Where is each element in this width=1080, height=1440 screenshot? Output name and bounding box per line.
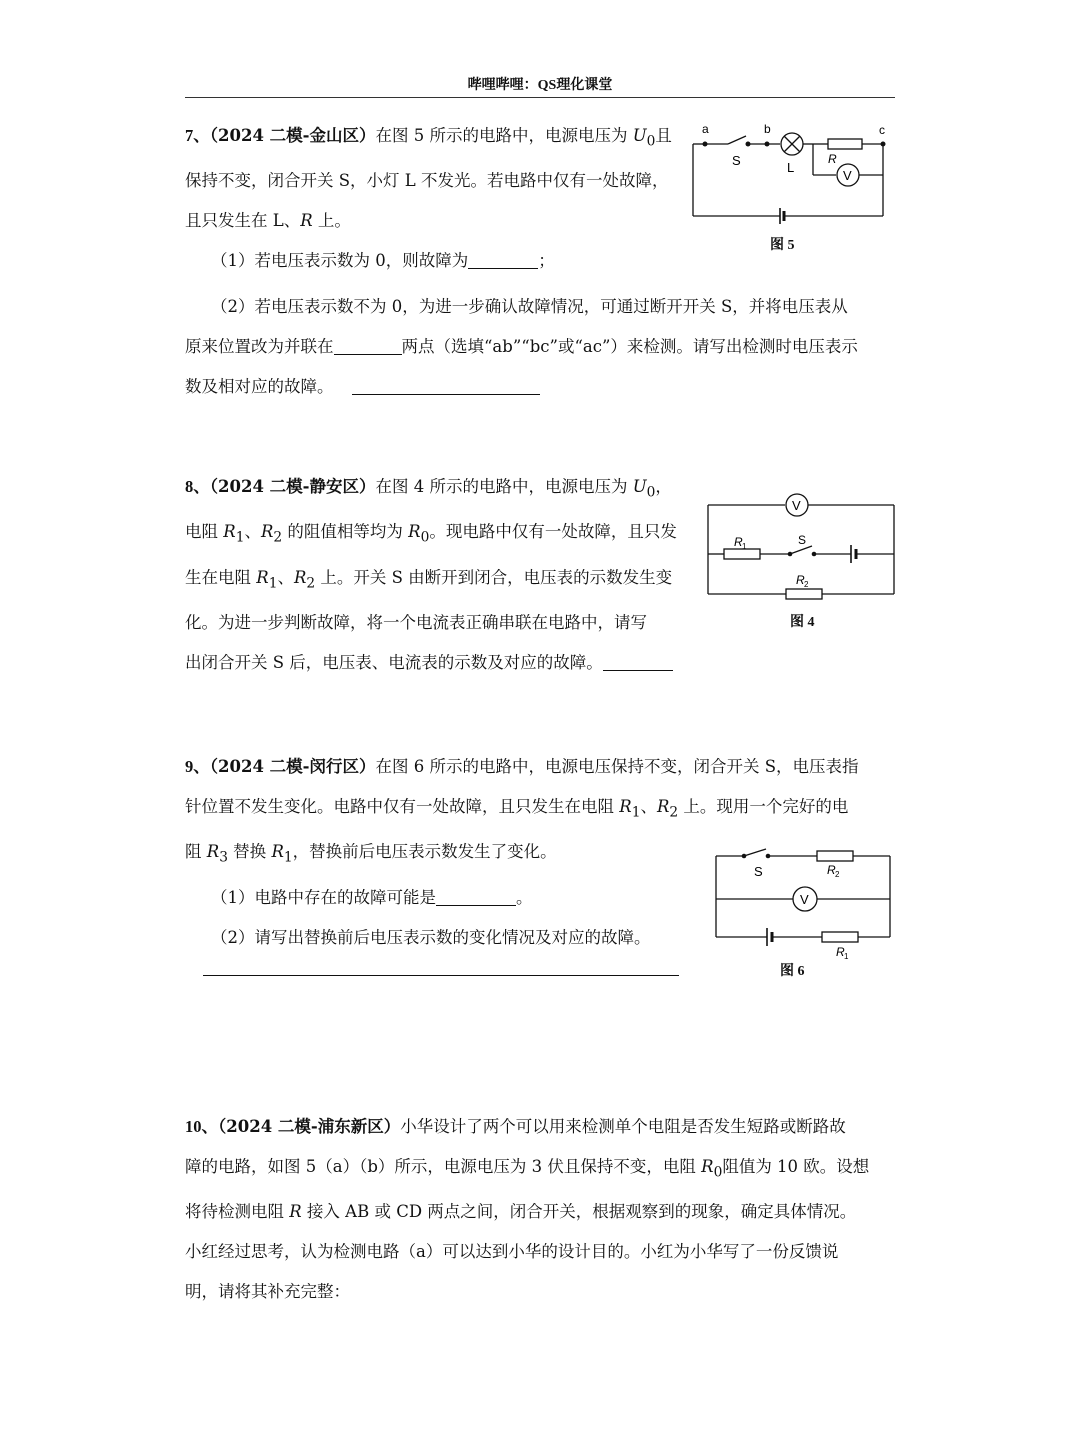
q9-number: 9、: [185, 757, 210, 776]
q9-text: 阻: [185, 842, 207, 862]
q7-part-2-line-2: [185, 327, 905, 367]
q8-line-3: [185, 558, 705, 603]
q10-text: 将待检测电阻: [185, 1202, 290, 1222]
q8-text: 电阻: [185, 522, 224, 542]
figure-5-circuit: [688, 122, 898, 226]
figure-5-caption: 图 5: [770, 238, 795, 253]
q9-text: 上。现用一个完好的电: [678, 797, 849, 816]
fig6-label-r-sub2: 2: [835, 870, 840, 879]
figure-6-caption: 图 6: [780, 964, 805, 979]
q9-text: ，替换前后电压表示数发生了变化。: [292, 842, 557, 862]
q10-text: 障的电路，如图 5（a）（b）所示，电源电压为 3 伏且保持不变，电阻: [185, 1157, 702, 1176]
q9-source: （2024 二模-闵行区）: [209, 757, 376, 776]
q8-var-r: R: [256, 567, 269, 587]
figure-4-caption: 图 4: [790, 615, 815, 630]
q8-sub: 0: [646, 484, 656, 501]
q8-var-u: U: [632, 477, 647, 496]
figure-6-svg: [712, 846, 897, 961]
q7-text: 两点（选填“ab”“bc”或“ac”）来检测。请写出检测时电压表示: [401, 337, 858, 357]
q7-number: 7、: [185, 126, 210, 145]
q7-part-1: [185, 241, 905, 281]
fig6-voltmeter-v: V: [800, 892, 809, 907]
q10-number: 10、: [185, 1117, 218, 1136]
q8-text: 的阻值相等均为: [282, 522, 409, 542]
q9-text: 针位置不发生变化。电路中仅有一处故障，且只发生在电阻: [185, 797, 620, 816]
q8-number: 8、: [185, 477, 210, 496]
q8-sub: 1: [268, 574, 278, 591]
q7-text: 在图 5 所示的电路中，电源电压为: [375, 126, 633, 145]
q8-var-r: R: [223, 522, 236, 542]
q7-answer-blank-3[interactable]: [352, 376, 540, 395]
q8-sub: 2: [306, 574, 316, 591]
q10-source: （2024 二模-浦东新区）: [218, 1117, 401, 1136]
q9-var-r: R: [619, 797, 632, 816]
fig4-label-r-sub2: 2: [804, 580, 809, 589]
q10-text: 小华设计了两个可以用来检测单个电阻是否发生短路或断路故: [400, 1117, 846, 1136]
figure-4-circuit: [706, 490, 896, 604]
q10-var-r: R: [289, 1202, 302, 1222]
q8-text: 在图 4 所示的电路中，电源电压为: [375, 477, 633, 496]
question-8: [185, 467, 705, 683]
q8-line-1: [185, 467, 705, 512]
q10-var-r: R: [701, 1157, 714, 1176]
fig5-label-l: L: [787, 160, 795, 175]
q8-line-2: [185, 512, 705, 557]
fig5-label-b: b: [764, 122, 771, 136]
q9-part-2: （2）请写出替换前后电压表示数的变化情况及对应的故障。: [211, 927, 651, 947]
q7-var-u: U: [632, 126, 647, 145]
q7-part-2-line-3: [185, 367, 905, 407]
page-header: 哔哩哔哩：QS理化课堂: [467, 78, 613, 93]
fig5-label-a: a: [702, 122, 709, 136]
q8-text: 出闭合开关 S 后，电压表、电流表的示数及对应的故障。: [185, 652, 603, 672]
q9-text: 替换: [227, 842, 272, 862]
q8-text: ，: [655, 477, 672, 496]
q10-line-2: [185, 1147, 905, 1192]
header-divider: [185, 97, 895, 98]
figure-4-svg: [706, 490, 896, 600]
q9-sub: 1: [283, 849, 293, 866]
question-10: [185, 1107, 905, 1312]
q9-line-1: [185, 747, 905, 787]
q8-text: 、: [244, 522, 261, 542]
fig5-label-r: R: [828, 152, 837, 166]
q7-text: 且: [655, 126, 672, 145]
q8-text: 、: [277, 567, 294, 587]
q9-text: 、: [640, 797, 657, 816]
q8-sub: 2: [273, 529, 283, 546]
fig5-label-s: S: [732, 153, 741, 168]
q7-line-2: 保持不变，闭合开关 S，小灯 L 不发光。若电路中仅有一处故障，: [185, 171, 669, 191]
q7-answer-blank-1[interactable]: [468, 250, 538, 269]
q8-answer-blank[interactable]: [603, 652, 673, 671]
q7-text: 原来位置改为并联在: [185, 337, 334, 357]
fig6-label-r-sub1: 1: [844, 952, 849, 961]
fig5-label-c: c: [879, 123, 885, 137]
fig4-voltmeter-v: V: [792, 498, 801, 513]
figure-5-svg: [688, 122, 898, 222]
q8-source: （2024 二模-静安区）: [209, 477, 376, 496]
q9-answer-blank-1[interactable]: [436, 887, 516, 906]
q9-sub: 2: [669, 804, 679, 821]
q9-sub: 3: [219, 849, 228, 866]
q8-text: 。现电路中仅有一处故障，且只发: [429, 522, 677, 542]
q7-sub: 0: [646, 133, 656, 150]
q8-sub: 1: [235, 529, 245, 546]
fig6-label-r: R: [836, 945, 845, 959]
q9-p1-text: （1）电路中存在的故障可能是: [211, 887, 436, 907]
q9-line-2: [185, 787, 905, 832]
q8-line-4: 化。为进一步判断故障，将一个电流表正确串联在电路中，请写: [185, 612, 647, 632]
fig4-label-r: R: [734, 535, 743, 549]
q8-line-5: [185, 643, 705, 683]
q9-p1-end: 。: [516, 887, 533, 907]
q10-line-4: 小红经过思考，认为检测电路（a）可以达到小华的设计目的。小红为小华写了一份反馈说: [185, 1242, 839, 1262]
q7-part-2: （2）若电压表示数不为 0，为进一步确认故障情况，可通过断开开关 S，并将电压表从: [211, 297, 848, 317]
fig4-label-r-sub1: 1: [742, 542, 747, 551]
q10-line-1: [185, 1107, 905, 1147]
q10-sub: 0: [713, 1164, 723, 1181]
q9-var-r: R: [206, 842, 220, 862]
q7-answer-blank-2[interactable]: [334, 336, 402, 355]
q8-var-r: R: [260, 522, 274, 542]
q8-text: 上。开关 S 由断开到闭合，电压表的示数发生变: [315, 567, 673, 587]
q9-sub: 1: [631, 804, 641, 821]
q10-text: 阻值为 10 欧。设想: [722, 1157, 870, 1176]
figure-6-circuit: [712, 846, 897, 960]
q10-line-3: [185, 1192, 905, 1232]
q10-text: 接入 AB 或 CD 两点之间，闭合开关，根据观察到的现象，确定具体情况。: [301, 1202, 857, 1222]
q7-text: 上。: [312, 211, 351, 231]
q9-answer-blank-2[interactable]: [203, 957, 679, 976]
fig6-label-s: S: [754, 864, 763, 879]
fig5-voltmeter-v: V: [843, 168, 852, 183]
fig4-label-r: R: [796, 573, 805, 587]
q9-var-r: R: [271, 842, 284, 862]
q8-var-r: R: [408, 522, 421, 542]
q7-p1-text: （1）若电压表示数为 0，则故障为: [211, 251, 469, 271]
q7-p1-end: ；: [538, 251, 555, 271]
q8-sub: 0: [420, 529, 430, 546]
fig6-label-r: R: [827, 863, 836, 877]
fig4-label-s: S: [798, 533, 807, 547]
q9-var-r: R: [656, 797, 670, 816]
q8-text: 生在电阻: [185, 567, 257, 587]
q10-line-5: 明，请将其补充完整：: [185, 1282, 350, 1302]
q7-text: 数及相对应的故障。: [185, 377, 334, 397]
q9-text: 在图 6 所示的电路中，电源电压保持不变，闭合开关 S，电压表指: [375, 757, 859, 776]
q8-var-r: R: [293, 567, 307, 587]
q7-text: 且只发生在 L、: [185, 211, 301, 231]
q7-var-r: R: [300, 211, 313, 231]
q7-source: （2024 二模-金山区）: [209, 126, 376, 145]
